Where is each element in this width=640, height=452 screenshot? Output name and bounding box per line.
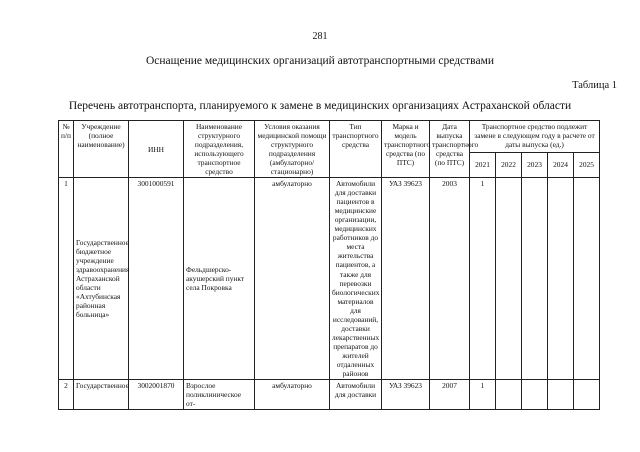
- header-subdivision: Наименование структурного подразделения, использующего транспортное средство: [184, 121, 255, 178]
- header-replacement-group: Транспортное средство подлежит замене в следующем году в расчете от даты выпуска (ед.): [470, 121, 600, 153]
- cell-2024: [548, 178, 574, 380]
- cell-brand: УАЗ 39623: [382, 178, 430, 380]
- cell-transport-type: Автомобили для доставки пациентов в медицинские организации, медицинских работников до места жительства пациентов, а также для перевозки биологических материалов для исследований, доставки лекарственных препаратов до жителей отдаленных районов: [330, 178, 382, 380]
- cell-2025: [574, 379, 600, 409]
- cell-2022: [496, 379, 522, 409]
- cell-year: 2003: [430, 178, 470, 380]
- cell-inn: 3001000591: [129, 178, 184, 380]
- vehicle-replacement-table: [58, 120, 600, 410]
- header-brand: Марка и модель транспортного средства (по ПТС): [382, 121, 430, 178]
- cell-conditions: амбулаторно: [255, 178, 330, 380]
- cell-institution: Государственное: [74, 379, 129, 409]
- cell-2025: [574, 178, 600, 380]
- header-year-2024: 2024: [548, 152, 574, 177]
- header-year-2021: 2021: [470, 152, 496, 177]
- header-year: Дата выпуска транспортного средства (по ПТС): [430, 121, 470, 178]
- header-conditions: Условия оказания медицинской помощи структурного подразделения (амбулаторно/стационарно): [255, 121, 330, 178]
- cell-brand: УАЗ 39623: [382, 379, 430, 409]
- table-caption: Перечень автотранспорта, планируемого к замене в медицинских организациях Астраханской области: [68, 100, 572, 112]
- cell-transport-type: Автомобили для доставки: [330, 379, 382, 409]
- header-year-2023: 2023: [522, 152, 548, 177]
- cell-num: 2: [59, 379, 74, 409]
- header-num: № п/п: [59, 121, 74, 178]
- header-inn: ИНН: [129, 121, 184, 178]
- header-year-2025: 2025: [574, 152, 600, 177]
- header-transport-type: Тип транспортного средства: [330, 121, 382, 178]
- table-row: [59, 178, 600, 380]
- cell-num: 1: [59, 178, 74, 380]
- cell-subdivision: Фельдшерско-акушерский пункт села Покровка: [184, 178, 255, 380]
- table-label: Таблица 1: [572, 80, 617, 91]
- page-number: 281: [312, 31, 328, 42]
- cell-2021: 1: [470, 379, 496, 409]
- cell-2022: [496, 178, 522, 380]
- cell-conditions: амбулаторно: [255, 379, 330, 409]
- document-title: Оснащение медицинских организаций автотранспортными средствами: [145, 55, 494, 67]
- cell-2023: [522, 379, 548, 409]
- cell-2023: [522, 178, 548, 380]
- cell-subdivision: Взрослое поликлиническое от-: [184, 379, 255, 409]
- cell-year: 2007: [430, 379, 470, 409]
- header-year-2022: 2022: [496, 152, 522, 177]
- header-institution: Учреждение (полное наименование): [74, 121, 129, 178]
- table-row: [59, 379, 600, 409]
- cell-2024: [548, 379, 574, 409]
- cell-institution: Государственное бюджетное учреждение здравоохранения Астраханской области «Ахтубинская районная больница»: [74, 178, 129, 380]
- cell-inn: 3002001870: [129, 379, 184, 409]
- cell-2021: 1: [470, 178, 496, 380]
